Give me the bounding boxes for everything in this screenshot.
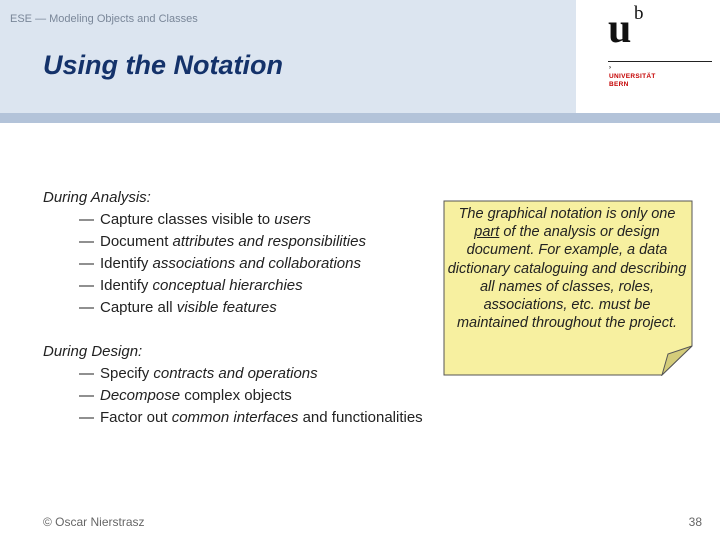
note-underlined: part (474, 224, 500, 241)
header-divider (0, 113, 720, 123)
bullet-dash: — (79, 387, 94, 404)
item-emphasis: attributes and responsibilities (172, 233, 366, 250)
item-emphasis: Decompose (100, 387, 181, 404)
bullet-dash: — (79, 299, 94, 316)
item-emphasis: visible features (176, 299, 277, 316)
bullet-dash: — (79, 409, 94, 426)
item-text: Specify (100, 365, 154, 382)
logo-rule (608, 61, 712, 62)
item-text: Identify (100, 255, 153, 272)
item-emphasis: conceptual hierarchies (152, 277, 303, 294)
design-item (79, 407, 423, 429)
logo-city: BERN (609, 81, 629, 88)
analysis-item (79, 253, 361, 275)
page-number: 38 (688, 515, 702, 529)
note-text-start: The graphical notation is only one (458, 206, 676, 222)
bullet-dash: — (79, 233, 94, 250)
analysis-item (79, 231, 366, 253)
course-title: ESE — Modeling Objects and Classes (10, 13, 198, 25)
bullet-dash: — (79, 365, 94, 382)
item-emphasis: associations and collaborations (152, 255, 361, 272)
logo-u: u (608, 6, 632, 52)
item-text: Identify (100, 277, 153, 294)
item-text: Document (100, 233, 173, 250)
item-emphasis: contracts and operations (153, 365, 318, 382)
item-text: Capture classes visible to (100, 211, 275, 228)
item-emphasis: users (274, 211, 311, 228)
item-text: Factor out (100, 409, 172, 426)
logo-area (576, 0, 720, 113)
logo-university: UNIVERSITÄT (609, 73, 656, 80)
bullet-dash: — (79, 277, 94, 294)
design-item (79, 363, 318, 385)
item-text: Capture all (100, 299, 177, 316)
item-text-tail: and functionalities (298, 409, 423, 426)
bullet-dash: — (79, 211, 94, 228)
design-heading: During Design: (43, 343, 143, 360)
item-emphasis: common interfaces (171, 409, 299, 426)
bullet-dash: — (79, 255, 94, 272)
logo-b: b (634, 3, 644, 24)
note-text (447, 205, 687, 332)
analysis-item (79, 297, 277, 319)
note-text-end: of the analysis or design document. For example, a data dictionary cataloguing and describing all names of classes, roles, associations, etc. must be maintained throughout the project. (447, 224, 687, 332)
footer-author: © Oscar Nierstrasz (43, 515, 145, 529)
analysis-item (79, 209, 311, 231)
logo-mark: › (609, 65, 611, 71)
design-item (79, 385, 292, 407)
analysis-heading: During Analysis: (43, 189, 151, 206)
item-text: complex objects (180, 387, 292, 404)
analysis-item (79, 275, 303, 297)
slide-title: Using the Notation (43, 50, 283, 80)
